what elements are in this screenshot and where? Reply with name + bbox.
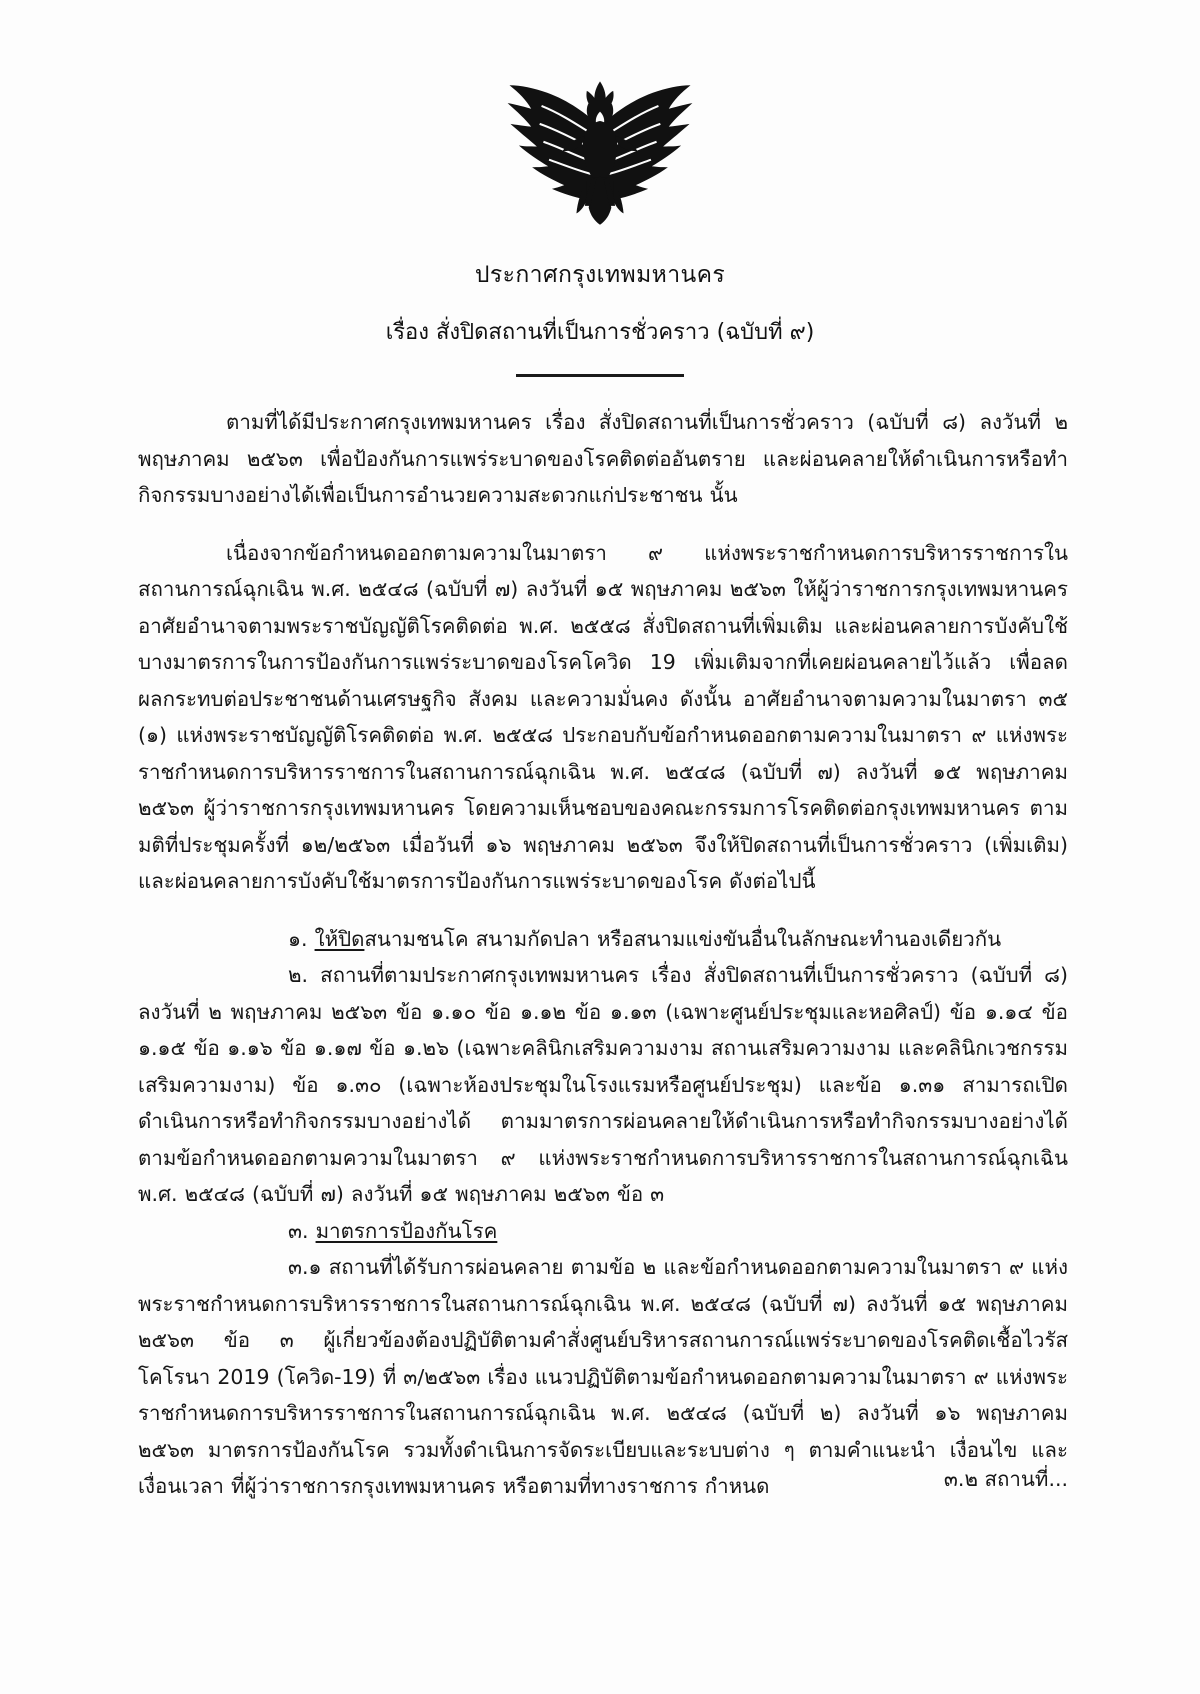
list-item-3-number: ๓. — [288, 1218, 309, 1243]
page-continuation-marker: ๓.๒ สถานที่... — [943, 1467, 1068, 1491]
list-item-1-number: ๑. — [288, 926, 308, 951]
document-header — [0, 258, 1200, 349]
paragraph-2: เนื่องจากข้อกำหนดออกตามความในมาตรา ๙ แห่งพระราชกำหนดการบริหารราชการในสถานการณ์ฉุกเฉิน พ.ศ. ๒๕๔๘ (ฉบับที่ ๗) ลงวันที่ ๑๕ พฤษภาคม ๒๕๖๓ ให้ผู้ว่าราชการกรุงเทพมหานคร อาศัยอำนาจตามพระราชบัญญัติโรคติดต่อ พ.ศ. ๒๕๕๘ สั่งปิดสถานที่เพิ่มเติม และผ่อนคลายการบังคับใช้บางมาตรการในการป้องกันการแพร่ระบาดของโรคโควิด 19 เพิ่มเติมจากที่เคยผ่อนคลายไว้แล้ว เพื่อลดผลกระทบต่อประชาชนด้านเศรษฐกิจ สังคม และความมั่นคง ดังนั้น อาศัยอำนาจตามความในมาตรา ๓๕ (๑) แห่งพระราชบัญญัติโรคติดต่อ พ.ศ. ๒๕๕๘ ประกอบกับข้อกำหนดออกตามความในมาตรา ๙ แห่งพระราชกำหนดการบริหารราชการในสถานการณ์ฉุกเฉิน พ.ศ. ๒๕๔๘ (ฉบับที่ ๗) ลงวันที่ ๑๕ พฤษภาคม ๒๕๖๓ ผู้ว่าราชการกรุงเทพมหานคร โดยความเห็นชอบของคณะกรรมการโรคติดต่อกรุงเทพมหานคร ตามมติที่ประชุมครั้งที่ ๑๒/๒๕๖๓ เมื่อวันที่ ๑๖ พฤษภาคม ๒๕๖๓ จึงให้ปิดสถานที่เป็นการชั่วคราว (เพิ่มเติม) และผ่อนคลายการบังคับใช้มาตรการป้องกันการแพร่ระบาดของโรค ดังต่อไปนี้ — [138, 540, 1068, 893]
page-title: ประกาศกรุงเทพมหานคร — [474, 262, 726, 288]
emblem-container — [0, 72, 1200, 237]
header-divider — [516, 374, 684, 377]
list-item-3-1: ๓.๑ สถานที่ได้รับการผ่อนคลาย ตามข้อ ๒ และข้อกำหนดออกตามความในมาตรา ๙ แห่งพระราชกำหนดการบริหารราชการในสถานการณ์ฉุกเฉิน พ.ศ. ๒๕๔๘ (ฉบับที่ ๗) ลงวันที่ ๑๕ พฤษภาคม ๒๕๖๓ ข้อ ๓ ผู้เกี่ยวข้องต้องปฏิบัติตามคำสั่งศูนย์บริหารสถานการณ์แพร่ระบาดของโรคติดเชื้อไวรัสโคโรนา 2019 (โควิด-19) ที่ ๓/๒๕๖๓ เรื่อง แนวปฏิบัติตามข้อกำหนดออกตามความในมาตรา ๙ แห่งพระราชกำหนดการบริหารราชการในสถานการณ์ฉุกเฉิน พ.ศ. ๒๕๔๘ (ฉบับที่ ๒) ลงวันที่ ๑๖ พฤษภาคม ๒๕๖๓ มาตรการป้องกันโรค รวมทั้งดำเนินการจัดระเบียบและระบบต่าง ๆ ตามคำแนะนำ เงื่อนไข และเงื่อนเวลา ที่ผู้ว่าราชการกรุงเทพมหานคร หรือตามที่ทางราชการ กำหนด — [138, 1255, 1068, 1498]
list-item-1-underlined-text: ให้ปิด — [314, 926, 365, 951]
paragraph-1: ตามที่ได้มีประกาศกรุงเทพมหานคร เรื่อง สั่งปิดสถานที่เป็นการชั่วคราว (ฉบับที่ ๘) ลงวันที่ ๒ พฤษภาคม ๒๕๖๓ เพื่อป้องกันการแพร่ระบาดของโรคติดต่ออันตราย และผ่อนคลายให้ดำเนินการหรือทำกิจกรรมบางอย่างได้เพื่อเป็นการอำนวยความสะดวกแก่ประชาชน นั้น — [138, 410, 1068, 507]
list-item-1 — [138, 921, 1068, 958]
list-item-3-heading-text: มาตรการป้องกันโรค — [315, 1218, 498, 1243]
document-body — [138, 404, 1068, 1505]
list-item-3-heading — [138, 1213, 1068, 1250]
page-subtitle: เรื่อง สั่งปิดสถานที่เป็นการชั่วคราว (ฉบับที่ ๙) — [385, 319, 815, 345]
list-item-2: ๒. สถานที่ตามประกาศกรุงเทพมหานคร เรื่อง สั่งปิดสถานที่เป็นการชั่วคราว (ฉบับที่ ๘) ลงวันที่ ๒ พฤษภาคม ๒๕๖๓ ข้อ ๑.๑๐ ข้อ ๑.๑๒ ข้อ ๑.๑๓ (เฉพาะศูนย์ประชุมและหอศิลป์) ข้อ ๑.๑๔ ข้อ ๑.๑๕ ข้อ ๑.๑๖ ข้อ ๑.๑๗ ข้อ ๑.๒๖ (เฉพาะคลินิกเสริมความงาม สถานเสริมความงาม และคลินิกเวชกรรมเสริมความงาม) ข้อ ๑.๓๐ (เฉพาะห้องประชุมในโรงแรมหรือศูนย์ประชุม) และข้อ ๑.๓๑ สามารถเปิดดำเนินการหรือทำกิจกรรมบางอย่างได้ ตามมาตรการผ่อนคลายให้ดำเนินการหรือทำกิจกรรมบางอย่างได้ ตามข้อกำหนดออกตามความในมาตรา ๙ แห่งพระราชกำหนดการบริหารราชการในสถานการณ์ฉุกเฉิน พ.ศ. ๒๕๔๘ (ฉบับที่ ๗) ลงวันที่ ๑๕ พฤษภาคม ๒๕๖๓ ข้อ ๓ — [138, 963, 1068, 1206]
header-divider-container — [0, 374, 1200, 377]
garuda-emblem-icon — [505, 72, 695, 237]
list-item-1-text: สนามชนโค สนามกัดปลา หรือสนามแข่งขันอื่นในลักษณะทำนองเดียวกัน — [364, 926, 1002, 951]
